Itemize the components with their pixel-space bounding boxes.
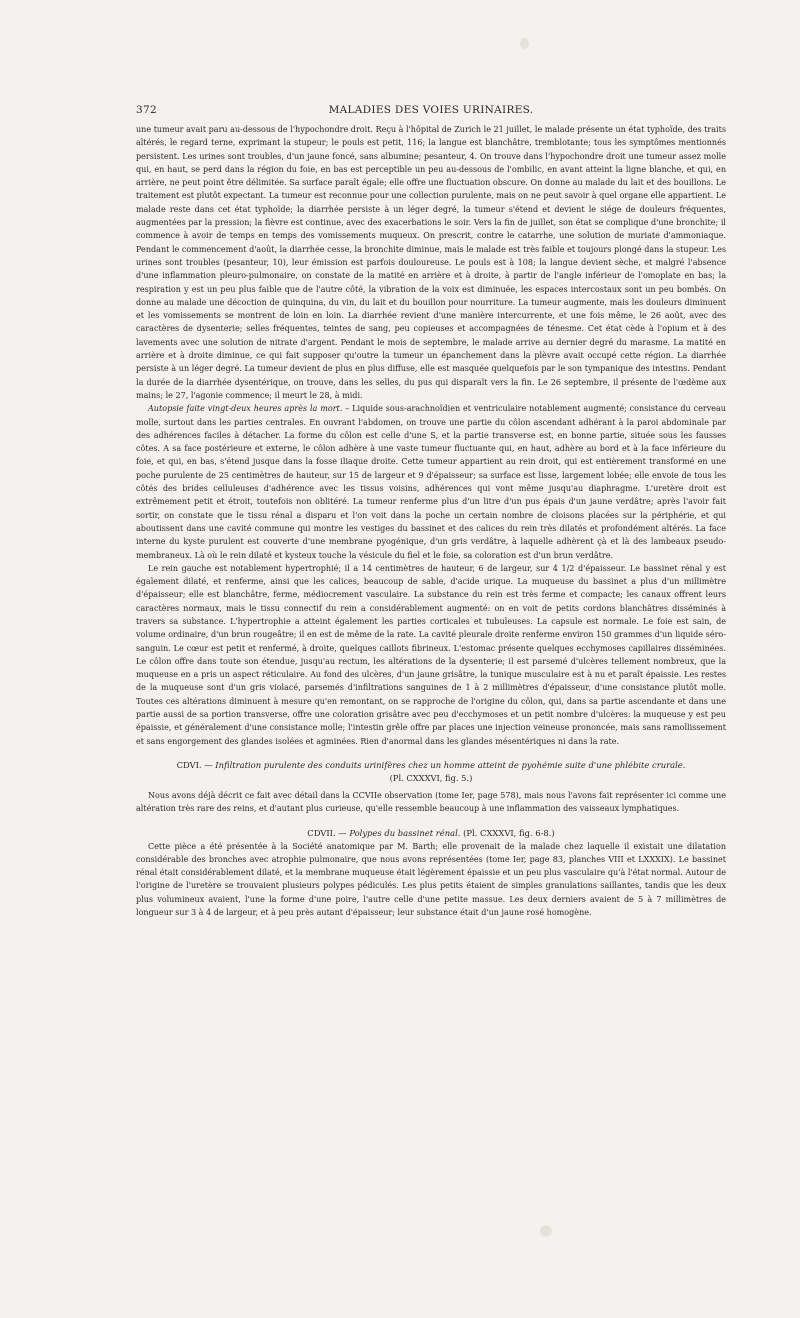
document-page	[136, 104, 726, 919]
paragraph-clinical-course: une tumeur avait paru au-dessous de l'hypochondre droit. Reçu à l'hôpital de Zurich le 21 juillet, le malade présente un état typhoïde, des traits altérés, le regard terne, exprimant la stupeur; le pouls est petit, 116; la langue est blanchâtre, tremblotante; tous les symptômes mentionnés persistent. Les urines sont troubles, d'un jaune foncé, sans albumine; pesanteur, 4. On trouve dans l'hypochondre droit une tumeur assez molle qui, en haut, se perd dans la région du foie, en bas est perceptible un peu au-dessous de l'ombilic, en avant atteint la ligne blanche, et qui, en arrière, ne peut point être délimitée. Sa surface paraît égale; elle offre une fluctuation obscure. On donne au malade du lait et des bouillons. Le traitement est plutôt expectant. La tumeur est reconnue pour une collection purulente, mais on ne peut savoir à quel organe elle appartient. Le malade reste dans cet état typhoïde; la diarrhée persiste à un léger degré, la tumeur s'étend et devient le siége de douleurs fréquentes, augmentées par la pression; la fièvre est continue, avec des exacerbations le soir. Vers la fin de juillet, son état se complique d'une bronchite; il commence à avoir de temps en temps des vomissements muqueux. On prescrit, contre le catarrhe, une solution de muriate d'ammoniaque. Pendant le commencement d'août, la diarrhée cesse, la bronchite diminue, mais le malade est très faible et toujours plongé dans la stupeur. Les urines sont troubles (pesanteur, 10), leur émission est parfois douloureuse. Le pouls est à 108; la langue devient sèche, et malgré l'absence d'une inflammation pleuro-pulmonaire, on constate de la matité en arrière et à droite, à partir de l'angle inférieur de l'omoplate en bas; la respiration y est un peu plus faible que de l'autre côté, la vibration de la voix est diminuée, les espaces intercostaux sont un peu bombés. On donne au malade une décoction de quinquina, du vin, du lait et du bouillon pour nourriture. La tumeur augmente, mais les douleurs diminuent et les vomissements se montrent de loin en loin. La diarrhée revient d'une manière intercurrente, et une fois même, le 26 août, avec des caractères de dysenterie; selles fréquentes, teintes de sang, peu copieuses et accompagnées de ténesme. Cet état cède à l'opium et à des lavements avec une solution de nitrate d'argent. Pendant le mois de septembre, le malade arrive au dernier degré du marasme. La matité en arrière et à droite diminue, ce qui fait supposer qu'outre la tumeur un épanchement dans la plèvre avait occupé cette région. La diarrhée persiste à un léger degré. La tumeur devient de plus en plus diffuse, elle est masquée quelquefois par le son tympanique des intestins. Pendant la durée de la diarrhée dysentérique, on trouve, dans les selles, du pus qui disparaît vers la fin. Le 26 septembre, il présente de l'œdème aux mains; le 27, l'agonie commence; il meurt le 28, à midi.	[136, 125, 726, 400]
autopsy-lead: Autopsie faite vingt-deux heures après la mort.	[148, 404, 343, 414]
paper-stain	[520, 38, 529, 49]
running-header	[136, 104, 726, 120]
section-heading-cdvi	[136, 759, 726, 772]
section-number: CDVII. —	[307, 827, 347, 838]
paragraph-autopsy	[136, 402, 726, 562]
page-number: 372	[136, 104, 157, 116]
paragraph-left-kidney: Le rein gauche est notablement hypertrophié; il a 14 centimètres de hauteur, 6 de largeur, sur 4 1/2 d'épaisseur. Le bassinet rénal y est également dilaté, et renferme, ainsi que les calices, beaucoup de sable, d'acide urique. La muqueuse du bassinet a plus d'un millimètre d'épaisseur; elle est blanchâtre, ferme, médiocrement vasculaire. La substance du rein est très ferme et compacte; les canaux offrent leurs caractères normaux, mais le tissu connectif du rein a considérablement augmenté: on en voit de petits cordons blanchâtres disséminés à travers sa substance. L'hypertrophie a atteint également les parties corticales et tubuleuses. La capsule est normale. Le foie est sain, de volume ordinaire, d'un brun rougeâtre; il en est de même de la rate. La cavité pleurale droite renferme environ 150 grammes d'un liquide séro-sanguin. Le cœur est petit et renfermé, à droite, quelques caillots fibrineux. L'estomac présente quelques ecchymoses capillaires disséminées. Le côlon offre dans toute son étendue, jusqu'au rectum, les altérations de la dysenterie; il est parsemé d'ulcères tellement nombreux, que la muqueuse en a pris un aspect réticulaire. Au fond des ulcères, d'un jaune grisâtre, la tunique musculaire est à nu et paraît épaissie. Les restes de la muqueuse sont d'un gris violacé, parsemés d'infiltrations sanguines de 1 à 2 millimètres d'épaisseur, d'une consistance plutôt molle. Toutes ces altérations diminuent à mesure qu'en remontant, on se rapproche de l'origine du côlon, qui, dans sa partie ascendante et dans une partie aussi de sa portion transverse, offre une coloration grisâtre avec peu d'ecchymoses et un petit nombre d'ulcères: la muqueuse y est peu épaissie, et généralement d'une consistance molle; l'intestin grêle offre par places une injection veineuse prononcée, mais sans ramollissement et sans engorgement des glandes isolées et agminées. Rien d'anormal dans les glandes mésentériques ni dans la rate.	[136, 563, 726, 746]
paragraph-cdvi: Nous avons déjà décrit ce fait avec détail dans la CCVIIe observation (tome Ier, page 578), mais nous l'avons fait représenter ici comme une altération très rare des reins, et d'autant plus curieuse, qu'elle ressemble beaucoup à une inflammation des vaisseaux lymphatiques.	[136, 790, 726, 814]
section-heading-cdvii	[136, 827, 726, 840]
plate-reference: (Pl. CXXXVI, fig. 6-8.)	[463, 827, 555, 838]
plate-reference: (Pl. CXXXVI, fig. 5.)	[389, 772, 473, 783]
section-title: Polypes du bassinet rénal.	[349, 827, 461, 838]
running-title: MALADIES DES VOIES URINAIRES.	[328, 104, 534, 116]
section-title: Infiltration purulente des conduits urinifères chez un homme atteint de pyohémie suite d'une phlébite crurale.	[215, 759, 686, 770]
autopsy-text: – Liquide sous-arachnoïdien et ventriculaire notablement augmenté; consistance du cerveau molle, surtout dans les parties centrales. En ouvrant l'abdomen, on trouve une partie du côlon ascendant adhérant à la paroi abdominale par des adhérences faciles à détacher. La forme du côlon est celle d'une S, et la partie transverse est, en bonne partie, située sous les fausses côtes. A sa face postérieure et externe, le côlon adhère à une vaste tumeur fluctuante qui, en haut, adhère au bord et à la face inférieure du foie, et qui, en bas, s'étend jusque dans la fosse iliaque droite. Cette tumeur appartient au rein droit, qui est entièrement transformé en une poche purulente de 25 centimètres de hauteur, sur 15 de largeur et 9 d'épaisseur; sa surface est lisse, largement lobée; elle envoie de tous les côtés des brides celluleuses d'adhérence avec les tissus voisins, adhérences qui vont même jusqu'au diaphragme. L'uretère droit est extrêmement petit et étroit, toutefois non oblitéré. La tumeur renferme plus d'un litre d'un pus épais d'un jaune verdâtre; après l'avoir fait sortir, on constate que le tissu rénal a disparu et l'on voit dans la poche un certain nombre de cloisons placées sur la périphérie, et qui aboutissent dans une cavité commune qui montre les vestiges du bassinet et des calices du rein très dilatés et profondément altérés. La face interne du kyste purulent est couverte d'une membrane pyogénique, d'un gris verdâtre, à laquelle adhèrent çà et là des lambeaux pseudo-membraneux. Là où le rein dilaté et kysteux touche la vésicule du fiel et le foie, sa coloration est d'un brun verdâtre.	[136, 404, 726, 560]
section-number: CDVI. —	[176, 759, 213, 770]
paper-stain	[540, 1225, 552, 1237]
observation-body	[136, 123, 726, 919]
paragraph-cdvii: Cette pièce a été présentée à la Société anatomique par M. Barth; elle provenait de la malade chez laquelle il existait une dilatation considérable des bronches avec atrophie pulmonaire, que nous avons représentées (tome Ier, page 83, planches VIII et LXXXIX). Le bassinet rénal était considérablement dilaté, et la membrane muqueuse était légèrement épaissie et un peu plus vasculaire qu'à l'état normal. Autour de l'origine de l'uretère se trouvaient plusieurs polypes pédiculés. Les plus petits étaient de simples granulations saillantes, tandis que les deux plus volumineux avaient, l'une la forme d'une poire, l'autre celle d'une petite massue. Les deux derniers avaient de 5 à 7 millimètres de longueur sur 3 à 4 de largeur, et à peu près autant d'épaisseur; leur substance était d'un jaune rosé homogène.	[136, 841, 726, 918]
